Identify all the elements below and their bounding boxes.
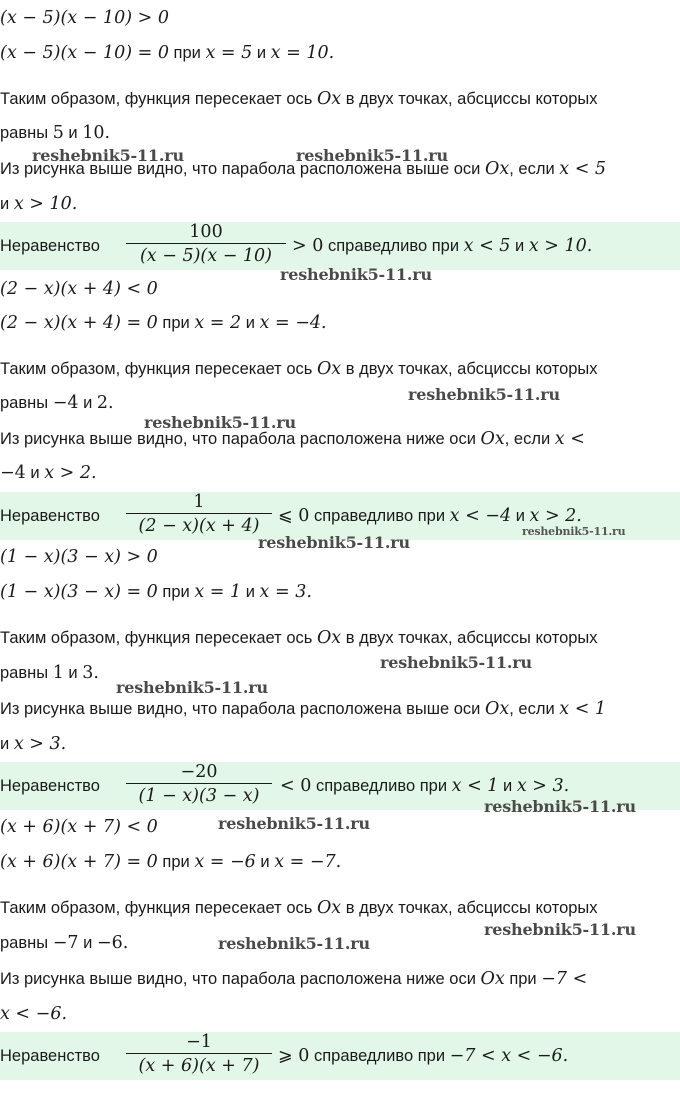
parabola-text-3: Из рисунка выше видно, что парабола расположена выше оси Ox, если x < 1 — [0, 699, 607, 719]
parabola-text-4: Из рисунка выше видно, что парабола расположена ниже оси Ox при −7 < — [0, 969, 588, 989]
watermark: reshebnik5-11.ru — [218, 934, 370, 953]
abscissa-text-4: равны −7 и −6. — [0, 933, 129, 953]
watermark: reshebnik5-11.ru — [218, 814, 370, 833]
roots-line-1: (x − 5)(x − 10) = 0 при x = 5 и x = 10. — [0, 43, 335, 63]
result-lead-4: Неравенство — [0, 1047, 100, 1065]
fraction-1: 100 (x − 5)(x − 10) — [126, 222, 286, 266]
result-tail-1: > 0 справедливо при x < 5 и x > 10. — [292, 236, 593, 256]
fraction-4: −1 (x + 6)(x + 7) — [126, 1032, 272, 1076]
watermark: reshebnik5-11.ru — [144, 413, 296, 432]
inequality-3: (1 − x)(3 − x) > 0 — [0, 547, 158, 567]
parabola-text-1: Из рисунка выше видно, что парабола расположена выше оси Ox, если x < 5 — [0, 159, 607, 179]
parabola-cond-2: −4 и x > 2. — [0, 463, 97, 483]
result-band-1 — [0, 222, 680, 270]
watermark: reshebnik5-11.ru — [280, 265, 432, 284]
abscissa-text-3: равны 1 и 3. — [0, 663, 99, 683]
fraction-2: 1 (2 − x)(x + 4) — [126, 492, 272, 536]
result-tail-4: ⩾ 0 справедливо при −7 < x < −6. — [278, 1046, 569, 1066]
roots-line-2: (2 − x)(x + 4) = 0 при x = 2 и x = −4. — [0, 313, 327, 333]
intersect-text-2: Таким образом, функция пересекает ось Ox в двух точках, абсциссы которых — [0, 359, 598, 379]
parabola-cond-1: и x > 10. — [0, 194, 78, 214]
result-band-4 — [0, 1032, 680, 1080]
inequality-1: (x − 5)(x − 10) > 0 — [0, 8, 169, 28]
watermark: reshebnik5-11.ru — [32, 146, 184, 165]
abscissa-text-1: равны 5 и 10. — [0, 123, 111, 143]
inequality-2: (2 − x)(x + 4) < 0 — [0, 279, 158, 299]
result-lead-3: Неравенство — [0, 777, 100, 795]
watermark: reshebnik5-11.ru — [522, 525, 626, 538]
watermark: reshebnik5-11.ru — [380, 653, 532, 672]
intersect-text-3: Таким образом, функция пересекает ось Ox в двух точках, абсциссы которых — [0, 628, 598, 648]
abscissa-text-2: равны −4 и 2. — [0, 393, 114, 413]
watermark: reshebnik5-11.ru — [296, 146, 448, 165]
inequality-4: (x + 6)(x + 7) < 0 — [0, 817, 158, 837]
parabola-cond-3: и x > 3. — [0, 734, 67, 754]
watermark: reshebnik5-11.ru — [408, 385, 560, 404]
roots-line-4: (x + 6)(x + 7) = 0 при x = −6 и x = −7. — [0, 852, 342, 872]
roots-line-3: (1 − x)(3 − x) = 0 при x = 1 и x = 3. — [0, 582, 312, 602]
parabola-text-2: Из рисунка выше видно, что парабола расположена ниже оси Ox, если x < — [0, 429, 585, 449]
watermark: reshebnik5-11.ru — [258, 533, 410, 552]
result-lead-2: Неравенство — [0, 507, 100, 525]
result-tail-3: < 0 справедливо при x < 1 и x > 3. — [280, 776, 570, 796]
result-lead-1: Неравенство — [0, 237, 100, 255]
watermark: reshebnik5-11.ru — [116, 678, 268, 697]
watermark: reshebnik5-11.ru — [484, 797, 636, 816]
intersect-text-4: Таким образом, функция пересекает ось Ox в двух точках, абсциссы которых — [0, 898, 598, 918]
fraction-3: −20 (1 − x)(3 − x) — [126, 762, 272, 806]
parabola-cond-4: x < −6. — [0, 1004, 68, 1024]
intersect-text-1: Таким образом, функция пересекает ось Ox в двух точках, абсциссы которых — [0, 89, 598, 109]
result-tail-2: ⩽ 0 справедливо при x < −4 и x > 2. — [278, 506, 582, 526]
watermark: reshebnik5-11.ru — [484, 920, 636, 939]
